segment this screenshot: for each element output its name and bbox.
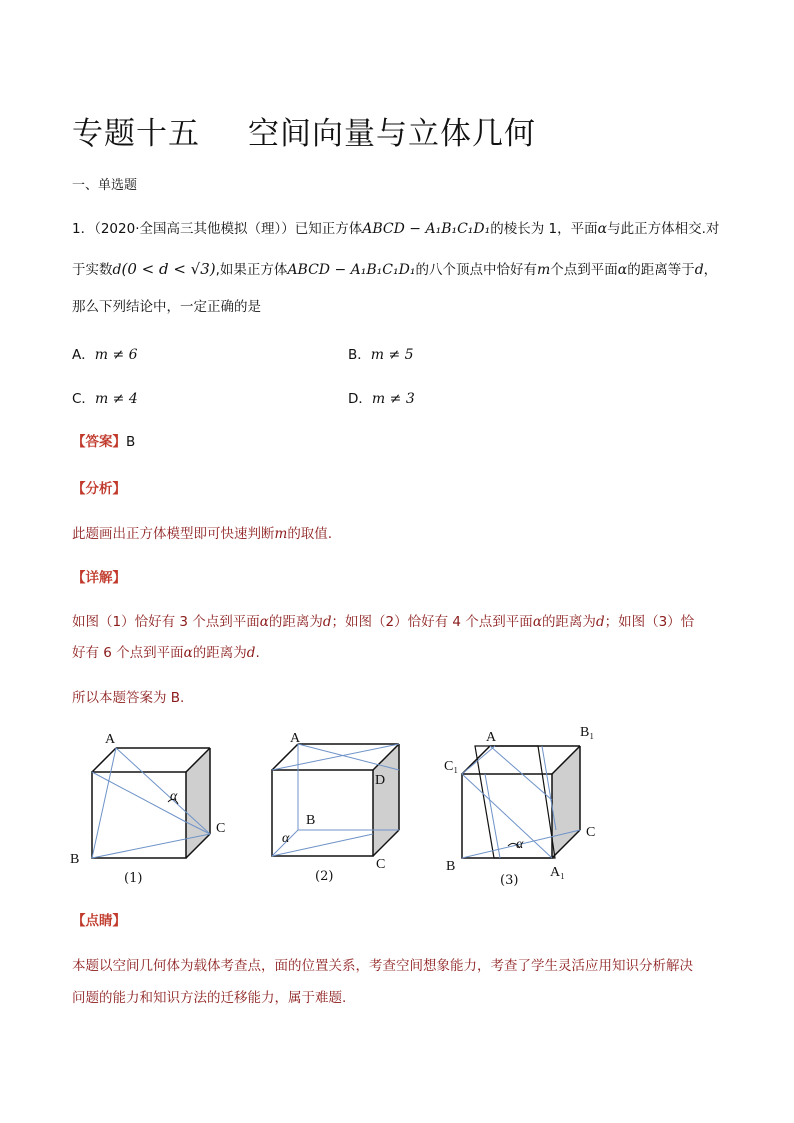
section-heading: 一、单选题	[72, 178, 138, 193]
fig3-label-B: B	[446, 859, 456, 874]
detail-tag: 【详解】	[72, 570, 126, 586]
title-part1: 专题十五	[72, 116, 200, 152]
option-d: D．m ≠ 3	[348, 391, 415, 407]
cube-name: ABCD − A₁B₁C₁D₁	[362, 221, 491, 237]
fig1-label-A: A	[105, 732, 116, 747]
fig3-caption: (3)	[500, 873, 519, 888]
comment-line2: 问题的能力和知识方法的迁移能力，属于难题.	[72, 990, 347, 1006]
figure-3	[444, 725, 595, 888]
fig2-shaded-face	[373, 744, 399, 856]
question-line3: 那么下列结论中，一定正确的是	[72, 299, 261, 315]
page-title	[72, 108, 536, 153]
fig3-label-A1: A₁	[550, 865, 565, 880]
fig2-label-B: B	[306, 813, 316, 828]
fig1-caption: (1)	[124, 871, 143, 886]
fig2-label-C: C	[376, 857, 386, 872]
figure-2	[272, 731, 399, 884]
option-b: B．m ≠ 5	[348, 347, 414, 363]
analysis-text: 此题画出正方体模型即可快速判断m的取值.	[72, 526, 333, 542]
detail-line2: 好有 6 个点到平面α的距离为d.	[72, 645, 260, 661]
fig2-label-alpha: α	[282, 831, 290, 846]
fig1-label-C: C	[216, 821, 226, 836]
question-line1: 1．（2020·全国高三其他模拟（理））已知正方体ABCD − A₁B₁C₁D₁的棱长为 1，平面α与此正方体相交.对	[72, 221, 720, 237]
detail-line1: 如图（1）恰好有 3 个点到平面α的距离为d；如图（2）恰好有 4 个点到平面α的距离为d；如图（3）恰	[72, 614, 695, 630]
question-line2: 于实数d(0 < d < √3),如果正方体ABCD − A₁B₁C₁D₁的八个顶点中恰好有m个点到平面α的距离等于d，	[72, 260, 718, 278]
fig3-label-C1: C₁	[444, 759, 459, 774]
option-a: A．m ≠ 6	[72, 347, 138, 363]
fig3-label-C: C	[586, 825, 596, 840]
comment-line1: 本题以空间几何体为载体考查点，面的位置关系，考查空间想象能力，考查了学生灵活应用知识分析解决	[72, 958, 693, 974]
range-expression: (0 < d < √3)	[121, 260, 216, 278]
fig2-label-A: A	[290, 731, 301, 746]
fig1-shaded-face	[186, 748, 210, 858]
fig3-label-alpha: α	[516, 837, 524, 852]
fig3-label-A: A	[486, 730, 497, 745]
cube-figures	[60, 722, 620, 892]
fig3-shaded-face	[552, 746, 580, 858]
figure-1	[70, 732, 225, 886]
detail-line3: 所以本题答案为 B.	[72, 690, 185, 706]
fig2-label-D: D	[375, 773, 386, 788]
fig2-caption: (2)	[315, 869, 334, 884]
answer-section: 【答案】B	[72, 434, 136, 450]
comment-tag: 【点睛】	[72, 913, 126, 929]
fig3-label-B1: B₁	[580, 725, 595, 740]
fig1-label-alpha: α	[170, 789, 178, 804]
option-c: C．m ≠ 4	[72, 391, 138, 407]
fig1-label-B: B	[70, 852, 80, 867]
analysis-tag: 【分析】	[72, 481, 126, 497]
title-part2: 空间向量与立体几何	[248, 116, 536, 152]
